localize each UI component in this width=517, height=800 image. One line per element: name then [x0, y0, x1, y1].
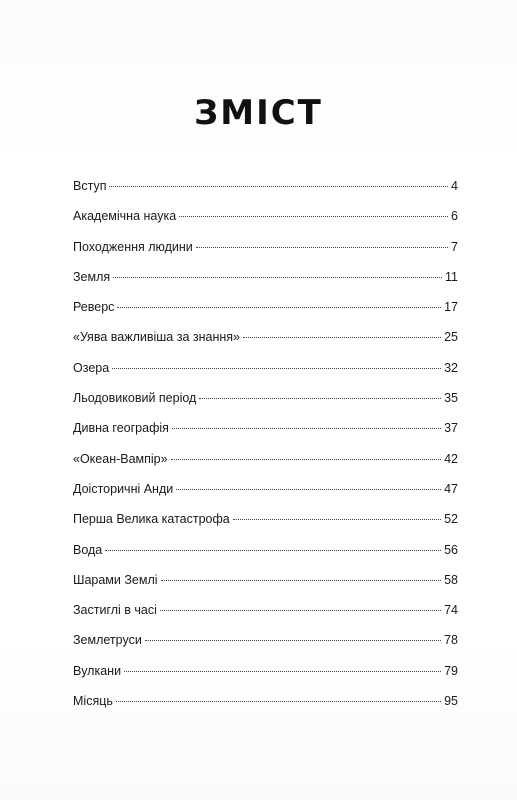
toc-entry	[73, 481, 458, 511]
toc-entry-title: Дивна географія	[73, 421, 169, 436]
toc-dot-leader	[117, 307, 441, 308]
toc-dot-leader	[161, 580, 442, 581]
toc-entry	[73, 239, 458, 269]
toc-dot-leader	[172, 428, 441, 429]
toc-entry-page-number: 78	[444, 633, 458, 648]
toc-dot-leader	[145, 640, 441, 641]
toc-entry-page-number: 79	[444, 663, 458, 678]
toc-entry-page-number: 58	[444, 572, 458, 587]
toc-entry-title: Землетруси	[73, 633, 142, 648]
toc-entry	[73, 360, 458, 390]
toc-entry	[73, 208, 458, 238]
toc-entry-page-number: 25	[444, 330, 458, 345]
toc-entry	[73, 451, 458, 481]
toc-entry	[73, 632, 458, 662]
toc-entry-title: Доісторичні Анди	[73, 481, 174, 496]
toc-dot-leader	[171, 459, 442, 460]
toc-entry	[73, 299, 458, 329]
toc-entry-title: Місяць	[73, 694, 113, 709]
table-of-contents	[73, 178, 458, 723]
toc-entry-page-number: 56	[444, 542, 458, 557]
toc-dot-leader	[233, 519, 441, 520]
toc-entry	[73, 269, 458, 299]
toc-entry-page-number: 52	[444, 512, 458, 527]
toc-entry	[73, 602, 458, 632]
toc-dot-leader	[176, 489, 441, 490]
toc-entry-title: Перша Велика катастрофа	[73, 512, 230, 527]
toc-dot-leader	[105, 550, 441, 551]
toc-entry-page-number: 47	[444, 481, 458, 496]
page-title: ЗМІСТ	[194, 93, 323, 133]
toc-entry	[73, 542, 458, 572]
toc-entry-title: Льодовиковий період	[73, 391, 197, 406]
toc-entry-page-number: 35	[444, 391, 458, 406]
toc-entry-title: Вода	[73, 542, 103, 557]
toc-entry-page-number: 4	[451, 179, 458, 193]
toc-entry	[73, 663, 458, 693]
toc-entry-title: Озера	[73, 360, 110, 375]
toc-dot-leader	[199, 398, 441, 399]
toc-entry-title: Вулкани	[73, 663, 122, 678]
toc-entry	[73, 572, 458, 602]
toc-entry-title: Застиглі в часі	[73, 603, 157, 618]
toc-dot-leader	[179, 216, 448, 217]
toc-entry-title: Реверс	[73, 300, 115, 315]
toc-entry-title: Походження людини	[73, 239, 193, 254]
toc-entry-title: Шарами Землі	[73, 572, 158, 587]
toc-entry	[73, 390, 458, 420]
toc-entry	[73, 420, 458, 450]
toc-entry-page-number: 42	[444, 451, 458, 466]
toc-entry-title: Академічна наука	[73, 209, 177, 224]
toc-entry-page-number: 7	[451, 239, 458, 254]
toc-dot-leader	[109, 186, 448, 187]
toc-entry-page-number: 6	[451, 209, 458, 224]
toc-dot-leader	[243, 337, 441, 338]
toc-entry-page-number: 37	[444, 421, 458, 436]
toc-dot-leader	[196, 247, 448, 248]
toc-entry-title: Земля	[73, 269, 111, 284]
toc-entry-page-number: 11	[445, 269, 458, 284]
toc-entry	[73, 511, 458, 541]
toc-entry-page-number: 17	[444, 300, 458, 315]
toc-dot-leader	[124, 671, 441, 672]
toc-entry-page-number: 32	[444, 360, 458, 375]
toc-entry	[73, 693, 458, 723]
toc-entry-title: «Уява важливіша за знання»	[73, 330, 240, 345]
toc-entry-page-number: 95	[444, 694, 458, 709]
toc-dot-leader	[116, 701, 441, 702]
toc-entry-title: «Океан-Вампір»	[73, 451, 168, 466]
toc-entry-title: Вступ	[73, 179, 107, 193]
toc-dot-leader	[160, 610, 441, 611]
toc-entry-page-number: 74	[444, 603, 458, 618]
toc-entry	[73, 329, 458, 359]
toc-entry	[73, 178, 458, 208]
toc-dot-leader	[113, 277, 442, 278]
toc-dot-leader	[112, 368, 441, 369]
